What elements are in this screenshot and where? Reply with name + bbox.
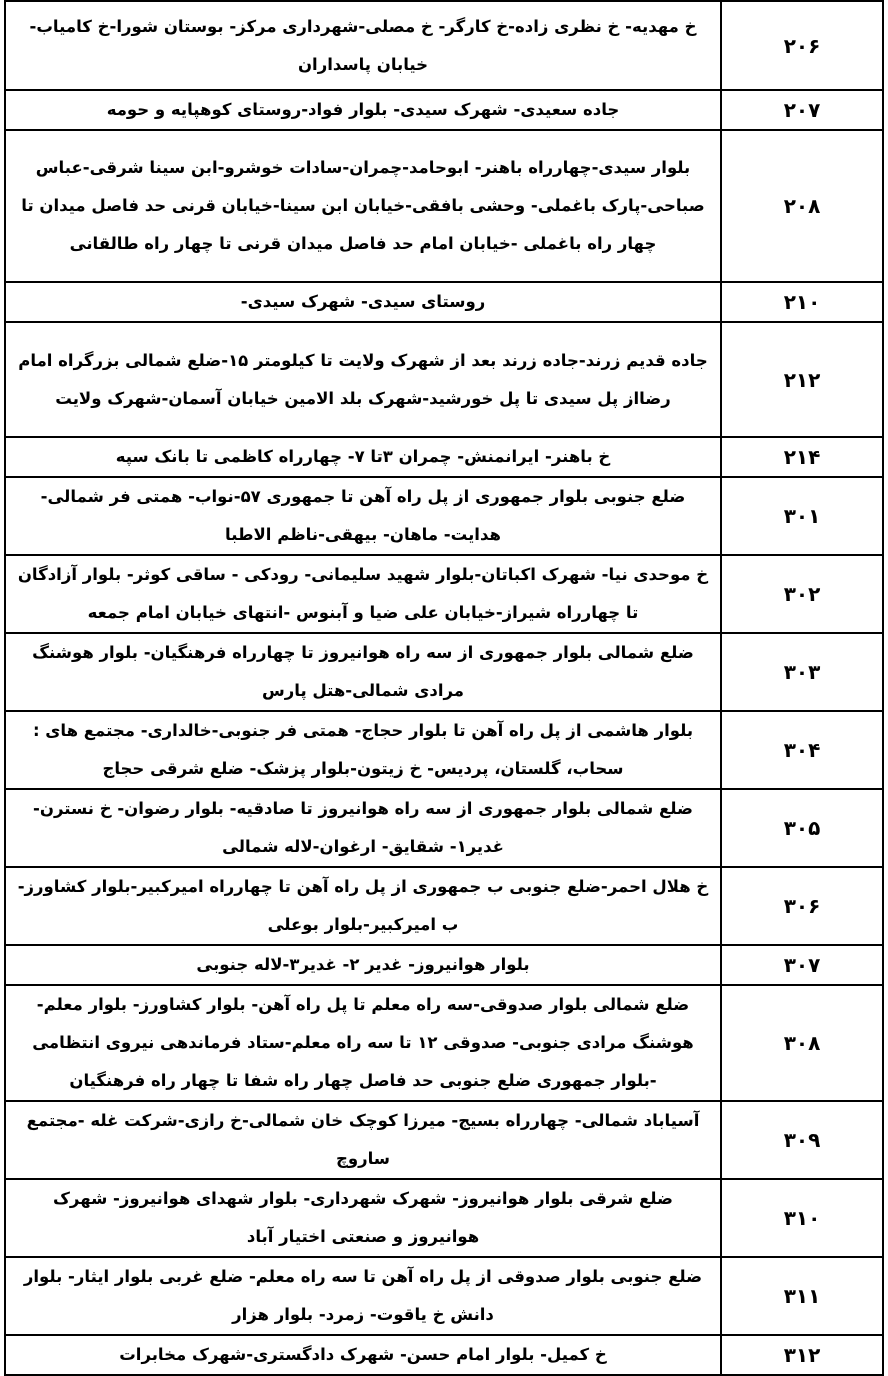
district-areas-cell: آسیاباد شمالی- چهارراه بسیج- میرزا کوچک خان شمالی-خ رازی-شرکت غله -مجتمع ساروچ xyxy=(5,1101,721,1179)
table-row xyxy=(5,322,883,437)
table-row xyxy=(5,90,883,130)
district-code-cell: ۳۰۵ xyxy=(721,789,883,867)
district-code-cell: ۲۰۷ xyxy=(721,90,883,130)
table-row xyxy=(5,789,883,867)
district-areas-cell: ضلع شرقی بلوار هوانیروز- شهرک شهرداری- بلوار شهدای هوانیروز- شهرک هوانیروز و صنعتی اختیار آباد xyxy=(5,1179,721,1257)
district-code-cell: ۲۱۰ xyxy=(721,282,883,322)
district-code-cell: ۳۱۲ xyxy=(721,1335,883,1375)
district-areas-cell: خ هلال احمر-ضلع جنوبی ب جمهوری از پل راه آهن تا چهارراه امیرکبیر-بلوار کشاورز- ب امیرکبیر-بلوار بوعلی xyxy=(5,867,721,945)
district-areas-cell: بلوار هاشمی از پل راه آهن تا بلوار حجاج- همتی فر جنوبی-خالداری- مجتمع های : سحاب، گلستان، پردیس- خ زیتون-بلوار پزشک- ضلع شرقی حجاج xyxy=(5,711,721,789)
district-areas-cell: ضلع جنوبی بلوار جمهوری از پل راه آهن تا جمهوری ۵۷-نواب- همتی فر شمالی-هدایت- ماهان- بیهقی-ناظم الاطبا xyxy=(5,477,721,555)
table-row xyxy=(5,1101,883,1179)
district-areas-cell: روستای سیدی- شهرک سیدی- xyxy=(5,282,721,322)
district-code-cell: ۳۱۱ xyxy=(721,1257,883,1335)
table-row xyxy=(5,711,883,789)
district-code-cell: ۲۰۸ xyxy=(721,130,883,282)
district-areas-cell: خ کمیل- بلوار امام حسن- شهرک دادگستری-شهرک مخابرات xyxy=(5,1335,721,1375)
table-row xyxy=(5,477,883,555)
table-row xyxy=(5,1,883,90)
district-areas-cell: بلوار هوانیروز- غدیر ۲- غدیر۳-لاله جنوبی xyxy=(5,945,721,985)
district-table xyxy=(4,0,884,1376)
district-code-cell: ۳۰۴ xyxy=(721,711,883,789)
table-row xyxy=(5,985,883,1101)
table-row xyxy=(5,1257,883,1335)
table-row xyxy=(5,1179,883,1257)
district-code-cell: ۲۰۶ xyxy=(721,1,883,90)
table-row xyxy=(5,437,883,477)
district-areas-cell: ضلع شمالی بلوار جمهوری از سه راه هوانیروز تا صادقیه- بلوار رضوان- خ نسترن- غدیر۱- شقایق- ارغوان-لاله شمالی xyxy=(5,789,721,867)
table-row xyxy=(5,633,883,711)
table-row xyxy=(5,282,883,322)
district-code-cell: ۳۰۲ xyxy=(721,555,883,633)
district-code-cell: ۲۱۴ xyxy=(721,437,883,477)
district-areas-cell: خ موحدی نیا- شهرک اکباتان-بلوار شهید سلیمانی- رودکی - ساقی کوثر- بلوار آزادگان تا چهارراه شیراز-خیابان علی ضیا و آبنوس -انتهای خیابان امام جمعه xyxy=(5,555,721,633)
district-code-cell: ۳۰۹ xyxy=(721,1101,883,1179)
district-code-cell: ۳۱۰ xyxy=(721,1179,883,1257)
district-code-cell: ۲۱۲ xyxy=(721,322,883,437)
district-areas-cell: ضلع شمالی بلوار جمهوری از سه راه هوانیروز تا چهارراه فرهنگیان- بلوار هوشنگ مرادی شمالی-هتل پارس xyxy=(5,633,721,711)
table-row xyxy=(5,555,883,633)
district-code-cell: ۳۰۸ xyxy=(721,985,883,1101)
district-code-cell: ۳۰۳ xyxy=(721,633,883,711)
district-code-cell: ۳۰۶ xyxy=(721,867,883,945)
district-areas-cell: بلوار سیدی-چهارراه باهنر- ابوحامد-چمران-سادات خوشرو-ابن سینا شرقی-عباس صباحی-پارک باغملی- وحشی بافقی-خیابان ابن سینا-خیابان قرنی حد فاصل میدان تا چهار راه باغملی -خیابان امام حد فاصل میدان قرنی تا چهار راه طالقانی xyxy=(5,130,721,282)
district-areas-cell: خ باهنر- ایرانمنش- چمران ۳تا ۷- چهارراه کاظمی تا بانک سپه xyxy=(5,437,721,477)
district-code-cell: ۳۰۱ xyxy=(721,477,883,555)
table-row xyxy=(5,130,883,282)
district-areas-cell: خ مهدیه- خ نظری زاده-خ کارگر- خ مصلی-شهرداری مرکز- بوستان شورا-خ کامیاب- خیابان پاسداران xyxy=(5,1,721,90)
district-table-body xyxy=(5,1,883,1375)
table-row xyxy=(5,945,883,985)
table-row xyxy=(5,1335,883,1375)
district-code-cell: ۳۰۷ xyxy=(721,945,883,985)
table-row xyxy=(5,867,883,945)
district-areas-cell: جاده سعیدی- شهرک سیدی- بلوار فواد-روستای کوهپایه و حومه xyxy=(5,90,721,130)
district-areas-cell: ضلع جنوبی بلوار صدوقی از پل راه آهن تا سه راه معلم- ضلع غربی بلوار ایثار- بلوار دانش خ یاقوت- زمرد- بلوار هزار xyxy=(5,1257,721,1335)
district-areas-cell: ضلع شمالی بلوار صدوقی-سه راه معلم تا پل راه آهن- بلوار کشاورز- بلوار معلم-هوشنگ مرادی جنوبی- صدوقی ۱۲ تا سه راه معلم-ستاد فرماندهی نیروی انتظامی -بلوار جمهوری ضلع جنوبی حد فاصل چهار راه شفا تا چهار راه فرهنگیان xyxy=(5,985,721,1101)
district-areas-cell: جاده قدیم زرند-جاده زرند بعد از شهرک ولایت تا کیلومتر ۱۵-ضلع شمالی بزرگراه امام رضااز پل سیدی تا پل خورشید-شهرک بلد الامین خیابان آسمان-شهرک ولایت xyxy=(5,322,721,437)
